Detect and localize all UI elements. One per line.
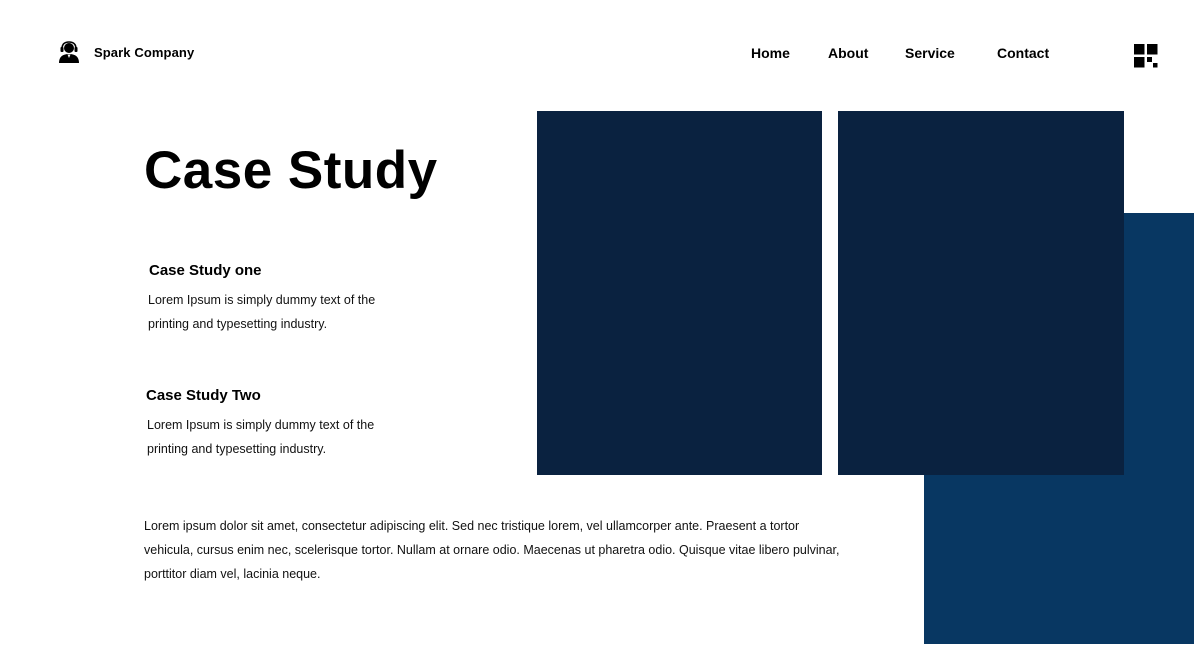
case-study-image-two: [838, 111, 1124, 475]
brand[interactable]: [58, 40, 194, 64]
case-study-image-one: [537, 111, 822, 475]
description-paragraph: Lorem ipsum dolor sit amet, consectetur adipiscing elit. Sed nec tristique lorem, vel ullamcorper ante. Praesent a tortor vehicula, cursus enim nec, scelerisque tortor. Nullam at ornare odio. Maecenas ut pharetra odio. Quisque vitae libero pulvinar, porttitor diam vel, lacinia neque.: [144, 519, 840, 581]
brand-name: Spark Company: [94, 44, 195, 60]
case-study-two-text: Lorem Ipsum is simply dummy text of the printing and typesetting industry.: [147, 418, 375, 456]
case-study-one-text: Lorem Ipsum is simply dummy text of the printing and typesetting industry.: [148, 293, 376, 331]
user-headset-icon: [58, 41, 80, 63]
nav-service[interactable]: Service: [905, 45, 955, 61]
nav-contact[interactable]: Contact: [997, 45, 1050, 61]
nav-about[interactable]: About: [828, 45, 869, 61]
case-study-one-title: Case Study one: [149, 262, 262, 279]
case-study-two-title: Case Study Two: [146, 387, 261, 404]
grid-menu-icon[interactable]: [1134, 44, 1158, 68]
page-title: Case Study: [144, 141, 438, 200]
nav-home[interactable]: Home: [751, 45, 790, 61]
